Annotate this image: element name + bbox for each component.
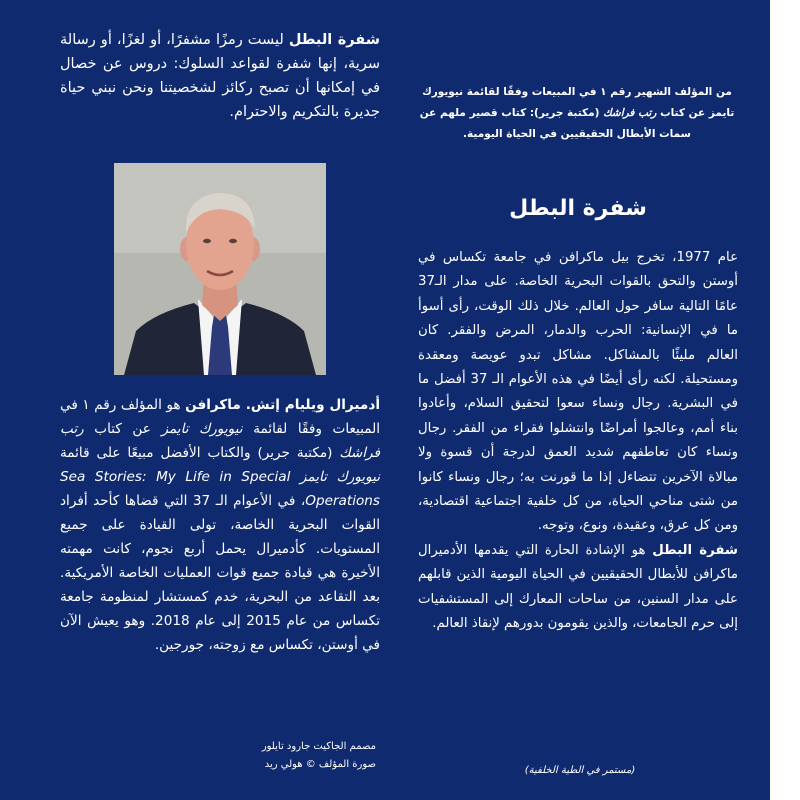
bio-book-title-2: Sea Stories: My Life in Special Operations	[60, 469, 380, 509]
bio-text-1: هو المؤلف رقم ١ في المبيعات وفقًا لقائمة	[60, 397, 381, 437]
author-bio	[60, 393, 380, 657]
continued-note: (مستمر في الطية الخلفية)	[524, 765, 636, 776]
description-paragraph-1: عام 1977، تخرج بيل ماكرافن في جامعة تكساس في أوستن والتحق بالقوات البحرية الخاصة. على مدار الـ37 عامًا التالية سافر حول العالم. خلال ذلك الوقت، رأى أسوأ ما في الإنسانية: الحرب والدمار، المرض والفقر. كان العالم مليئًا بالمشاكل. مشاكل تبدو عويصة ومعقدة ومستحيلة. لكنه رأى أيضًا في هذه الأعوام الـ 37 أفضل ما في البشرية. رجال ونساء سعوا لتحقيق السلام، وأعادوا بناء أمم، وعالجوا أمراضًا وانتشلوا فقراء من الفقر. رجال ونساء كان تعاطفهم شديد العمق لدرجة أن قسوة ولا مبالاة الآخرين تتضاءل إذا ما قورنت به؛ رجال ونساء كانوا من شتى مناحي الحياة، من كل خلفية اجتماعية اقتصادية، ومن كل عرق، وعقيدة، ونوع، وتوجه.	[418, 250, 739, 534]
bio-nyt-2: نيويورك تايمز	[299, 469, 380, 485]
jacket-credits	[226, 738, 376, 774]
bio-text-4: ، في الأعوام الـ 37 التي قضاها كأحد أفراد القوات البحرية الخاصة، تولى القيادة على جميع المستويات. كأدميرال يحمل أربع نجوم، كانت مهمته الأخيرة هي قيادة جميع قوات العمليات الخاصة الأمريكية. بعد التقاعد من البحرية، خدم كمستشار لمنظومة جامعة تكساس من عام 2015 إلى عام 2018. وهو يعيش الآن في أوستن، تكساس مع زوجته، جورجين.	[60, 493, 381, 653]
designer-credit: مصمم الجاكيت جارود تايلور	[261, 741, 376, 752]
bio-book-title-1: رتب فراشك	[60, 421, 380, 461]
author-name: أدميرال ويليام إتش. ماكرافن	[185, 397, 380, 413]
description-body	[418, 246, 738, 637]
tagline-blurb	[418, 82, 736, 145]
eye-left	[203, 239, 211, 243]
photo-credit: صورة المؤلف © هولي ريد	[264, 759, 376, 770]
intro-text: ليست رمزًا مشفرًا، أو لغزًا، أو رسالة سرية، إنها شفرة لقواعد السلوك: دروس عن خصال في إمكانها أن تصبح ركائز لشخصيتنا ونحن نبني حياة جديرة بالتكريم والاحترام.	[60, 32, 380, 120]
intro-lead: شفرة البطل	[288, 32, 380, 48]
description-lead: شفرة البطل	[652, 542, 738, 558]
author-photo	[114, 163, 326, 375]
blurb-text-1: من المؤلف الشهير رقم ١ في المبيعات وفقًا لقائمة نيويورك تايمز عن كتاب	[422, 86, 735, 119]
description-text-2: هو الإشادة الحارة التي يقدمها الأدميرال ماكرافن للأبطال الحقيقيين في الحياة اليومية الذين قابلهم على مدار السنين، من ساحات المعارك إلى المستشفيات إلى حرم الجامعات، والذين يقومون بدورهم لإنقاذ العالم.	[418, 542, 738, 632]
bio-text-3: (مكتبة جرير) والكتاب الأفضل مبيعًا على قائمة	[60, 445, 333, 461]
intro-paragraph	[60, 28, 380, 124]
blurb-text-2: (مكتبة جرير): كتاب قصير ملهم عن سمات الأبطال الحقيقيين في الحياة اليومية.	[419, 107, 691, 140]
description-paragraph-2	[418, 539, 738, 637]
eye-right	[229, 239, 237, 243]
bio-nyt-1: نيويورك تايمز	[161, 421, 243, 437]
author-portrait-illustration	[114, 163, 326, 375]
bio-text-2: عن كتاب	[94, 421, 151, 437]
book-title: شفرة البطل	[509, 196, 647, 221]
blurb-book-title: رتب فراشك	[603, 107, 657, 119]
